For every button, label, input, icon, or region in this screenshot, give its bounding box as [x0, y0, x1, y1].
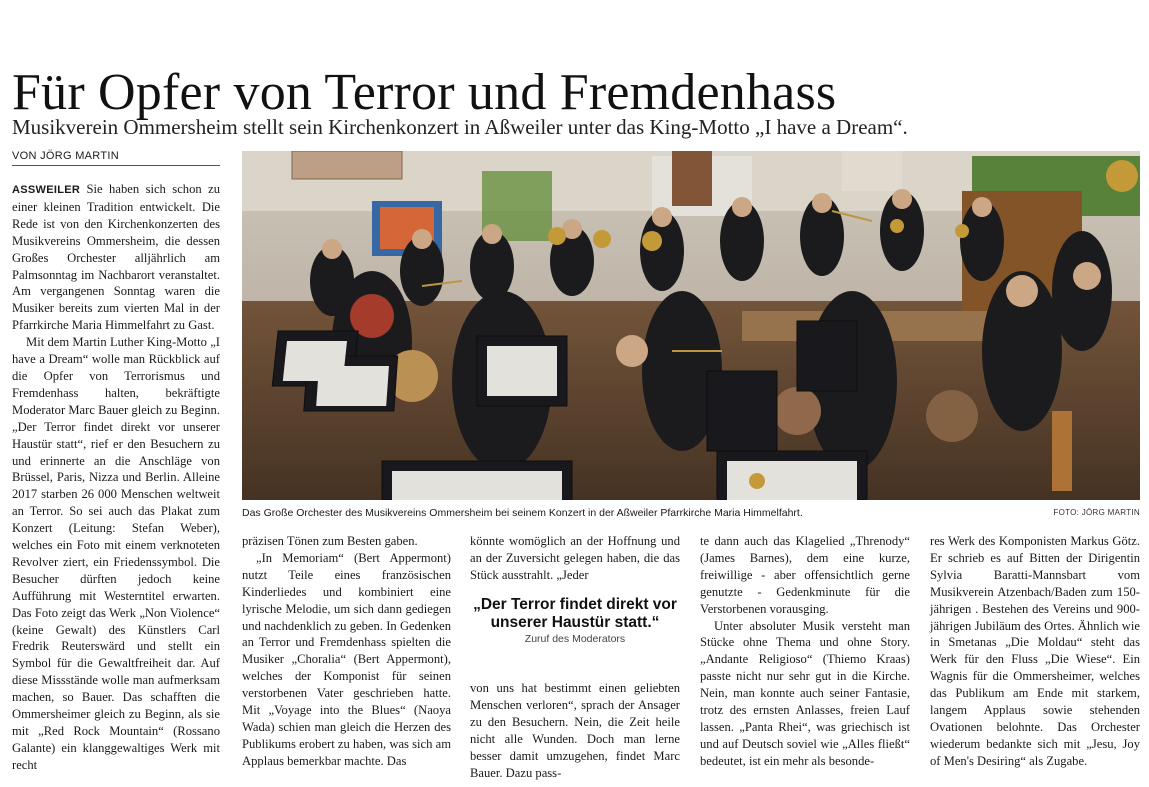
text-column-5	[930, 533, 1140, 770]
paragraph: „In Memoriam“ (Bert Appermont) nutzt Teile eines französischen Kinderliedes und kombiniert eine lyrische Melodie, um sich dann gediegen und nachdenklich zu geben. In Gedenken an Terror und Fremdenhass spielten die Musiker „Choralia“ (Bert Appermont), welches der Komponist für seinen verstorbenen Vater geschrieben hatte. Mit „Voyage into the Blues“ (Naoya Wada) schien man gleich die Herzen des Publikums erobert zu haben, was sich am Applaus bemerkbar machte. Das	[242, 550, 451, 768]
paragraph: von uns hat bestimmt einen geliebten Menschen verloren“, sprach der Ansager zu den Besuchern. Nein, die Zeit heile nicht alle Wunden. Doch man lerne besser damit umzugehen, findet Marc Bauer. Dazu pass-	[470, 681, 680, 780]
photo-credit: FOTO: JÖRG MARTIN	[1053, 508, 1140, 517]
paragraph: Unter absoluter Musik versteht man Stücke ohne Thema und ohne Story. „Andante Religioso“ (Thiemo Kraas) passte nicht nur sehr gut in die Kirche. Nein, man konnte auch seiner Fantasie, trotz des ernsten Anlasses, freien Lauf lassen. „Panta Rhei“, was griechisch ist und auf Deutsch soviel wie „Alles fließt“ bedeutet, ist ein mehr als besonde-	[700, 618, 910, 768]
article-byline: VON JÖRG MARTIN	[12, 150, 220, 166]
paragraph: res Werk des Komponisten Markus Götz. Er schrieb es auf Bitten der Dirigentin Sylvia Baratti-Mannsbart vom Musikverein Atzenbach/Baden zum 150-jährigen . Bestehen des Vereins und 900-jährigen Jubiläum des Ortes. Ähnlich wie in Smetanas „Die Moldau“ steht das Werk für den Fluss „Die Wiese“. Ein Wagnis für die Ommersheimer, welches das Publikum am Ende mit starkem, langem Applaus sowie stehenden Ovationen belohnte. Das Orchester wiederum bedankte sich mit „Jesu, Joy of Men's Desiring“ als Zugabe.	[930, 534, 1140, 768]
text-column-2	[242, 533, 451, 770]
text-column-3-bottom	[470, 680, 680, 781]
dateline: ASSWEILER	[12, 184, 81, 196]
text-column-4	[700, 533, 910, 770]
photo-caption: Das Große Orchester des Musikvereins Ommersheim bei seinem Konzert in der Aßweiler Pfarrkirche Maria Himmelfahrt.	[242, 507, 803, 519]
orchestra-photo	[242, 151, 1140, 500]
article-headline: Für Opfer von Terror und Fremdenhass	[12, 63, 837, 121]
article-subheadline: Musikverein Ommersheim stellt sein Kirchenkonzert in Aßweiler unter das King-Motto „I have a Dream“.	[12, 115, 908, 139]
paragraph: Mit dem Martin Luther King-Motto „I have a Dream“ wolle man Rückblick auf die Opfer von Terrorismus und Fremdenhass halten, bekräftigte Moderator Marc Bauer gleich zu Beginn. „Der Terror findet direkt vor unserer Haustür statt“, rief er den Besuchern zu und erinnerte an die Anschläge von Brüssel, Paris, Nizza und Berlin. Alleine 2017 starben 26 000 Menschen weltweit an Terror. So sei auch das Plakat zum Konzert (Leitung: Stefan Weber), welches ein Foto mit einem verknoteten Revolver ziert, ein Friedenssymbol. Die Besucher dürften jedoch keine Aufführung mit Westerntitel erwarten. Das Foto zeigt das Werk „Non Violence“ (keine Gewalt) des Künstlers Carl Fredrik Reuterswärd und stellt ein Symbol für die Gewaltfreiheit dar. Auf diese Missstände wolle man aufmerksam machen, so Bauer. Das schafften die Ommersheimer gleich zu Beginn, als sie mit „Red Rock Mountain“ (Rossano Galante) ein klanggewaltiges Werk mit recht	[12, 335, 220, 772]
pull-quote-text: „Der Terror findet direkt vor unserer Haustür statt.“	[473, 596, 677, 631]
pull-quote	[470, 596, 680, 645]
text-column-3-top	[470, 533, 680, 584]
orchestra-photo-illustration	[242, 151, 1140, 500]
text-column-1	[12, 181, 220, 774]
paragraph: könnte womöglich an der Hoffnung und an der Zuversicht gelegen haben, die das Stück ausstrahlt. „Jeder	[470, 534, 680, 582]
paragraph-text: Sie haben sich schon zu einer kleinen Tradition entwickelt. Die Rede ist von den Kirchenkonzerten des Musikvereins Ommersheim, die dessen Großes Orchester alljährlich am Palmsonntag im Nachbarort veranstaltet. Am vergangenen Sonntag waren die Musiker bereits zum vierten Mal in der Pfarrkirche Maria Himmelfahrt zu Gast.	[12, 182, 220, 333]
paragraph	[12, 181, 220, 334]
paragraph: te dann auch das Klagelied „Threnody“ (James Barnes), dem eine kurze, freiwillige - aber offensichtlich gerne genutzte - Gedenkminute für die Verstorbenen vorausging.	[700, 534, 910, 616]
pull-quote-source: Zuruf des Moderators	[524, 633, 626, 645]
paragraph: präzisen Tönen zum Besten gaben.	[242, 534, 418, 548]
